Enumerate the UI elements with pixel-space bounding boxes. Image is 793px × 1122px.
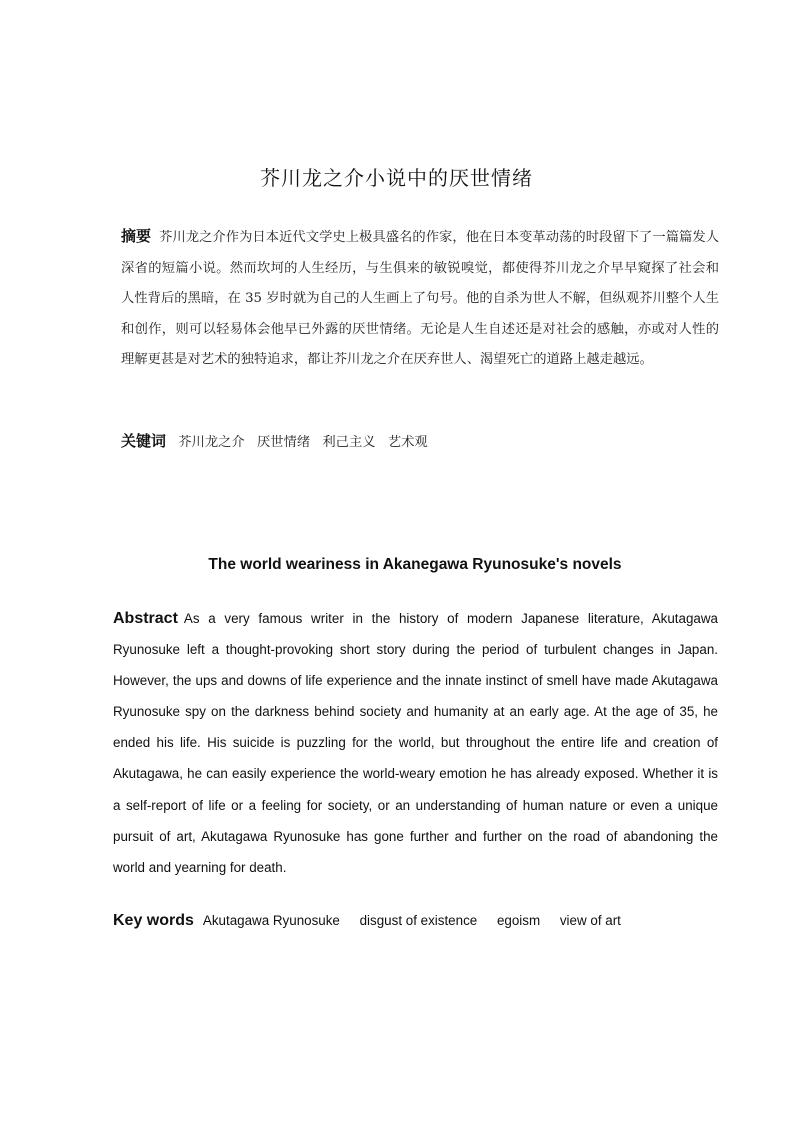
chinese-abstract-label: 摘要 xyxy=(121,227,152,245)
english-keyword: disgust of existence xyxy=(359,913,478,928)
english-keyword: egoism xyxy=(496,913,541,928)
chinese-keyword: 芥川龙之介 xyxy=(178,435,245,450)
english-abstract-text: As a very famous writer in the history of modern Japanese literature, Akutagawa Ryunosuke left a thought-provoking short story during the period of turbulent changes in Japan. However, the ups and downs of life experience and the innate instinct of smell have made Akutagawa Ryunosuke spy on the darkness behind society and humanity at an early age. At the age of 35, he ended his life. His suicide is puzzling for the world, but throughout the entire life and creation of Akutagawa, he can easily experience the world-weary emotion he has already exposed. Whether it is a self-report of life or a feeling for society, or an understanding of human nature or even a unique pursuit of art, Akutagawa Ryunosuke has gone further and further on the road of abandoning the world and yearning for death. xyxy=(113,611,718,875)
chinese-keyword: 利己主义 xyxy=(322,435,376,450)
chinese-abstract xyxy=(121,221,719,376)
chinese-keyword: 艺术观 xyxy=(387,435,428,450)
chinese-title: 芥川龙之介小说中的厌世情绪 xyxy=(260,166,533,190)
chinese-abstract-text: 芥川龙之介作为日本近代文学史上极具盛名的作家，他在日本变革动荡的时段留下了一篇篇发人深省的短篇小说。然而坎坷的人生经历，与生俱来的敏锐嗅觉，都使得芥川龙之介早早窥探了社会和人性背后的黑暗，在 35 岁时就为自己的人生画上了句号。他的自杀为世人不解，但纵观芥川整个人生和创作，则可以轻易体会他早已外露的厌世情绪。无论是人生自述还是对社会的感触，亦或对人性的理解更甚是对艺术的独特追求，都让芥川龙之介在厌弃世人、渴望死亡的道路上越走越远。 xyxy=(121,230,719,367)
english-title: The world weariness in Akanegawa Ryunosuke's novels xyxy=(208,556,622,573)
english-keywords xyxy=(113,907,718,935)
english-keyword: Akutagawa Ryunosuke xyxy=(202,913,340,928)
english-keywords-label: Key words xyxy=(113,912,194,929)
english-keyword: view of art xyxy=(559,913,621,928)
english-abstract-label: Abstract xyxy=(113,610,178,627)
chinese-keyword: 厌世情绪 xyxy=(256,435,311,450)
chinese-keywords xyxy=(121,428,719,456)
chinese-keywords-label: 关键词 xyxy=(121,432,167,450)
english-abstract xyxy=(113,603,718,883)
